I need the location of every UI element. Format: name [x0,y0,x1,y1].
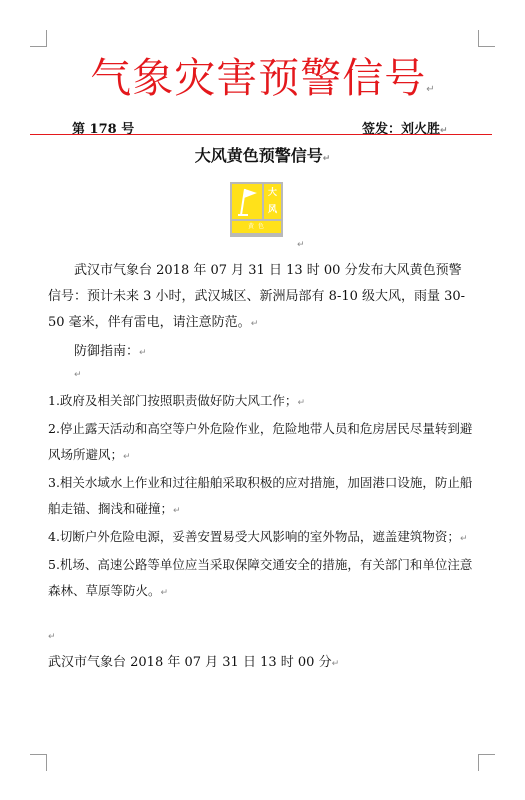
badge-icon-panel [232,184,262,219]
header-divider [30,134,492,135]
guide-item-text: 2.停止露天活动和高空等户外危险作业，危险地带人员和危房居民尽量转到避风场所避风； [48,421,473,462]
paragraph-mark: ↵ [331,659,340,669]
guide-item [48,470,476,524]
document-header-title [0,52,525,116]
guide-item [48,388,476,416]
paragraph-mark: ↵ [123,452,131,462]
guide-list [48,388,476,606]
crop-mark-bottom-left [30,754,47,771]
guide-item-text: 4.切断户外危险电源，妥善安置易受大风影响的室外物品，遮盖建筑物资； [48,529,460,544]
paragraph-mark: ↵ [250,319,259,329]
badge-char-2: 风 [267,205,277,215]
wind-flag-icon [232,184,262,219]
footer-signature [48,650,339,677]
crop-mark-top-left [30,30,47,47]
issue-number: 第 178 号 [72,122,135,137]
guide-item [48,552,476,606]
paragraph-mark: ↵ [48,632,56,642]
warning-paragraph [48,258,473,337]
paragraph-mark: ↵ [459,534,468,544]
paragraph-mark: ↵ [297,398,305,408]
paragraph-mark: ↵ [440,126,448,136]
paragraph-mark: ↵ [426,84,435,95]
paragraph-mark: ↵ [173,506,181,516]
guide-item [48,524,476,552]
paragraph-mark: ↵ [74,370,82,380]
issuer-text: 签发：刘火胜 [362,122,441,137]
header-title-text: 气象灾害预警信号 [90,54,427,102]
badge-char-1: 大 [267,188,277,198]
warning-paragraph-text: 武汉市气象台 2018 年 07 月 31 日 13 时 00 分发布大风黄色预警信号：预计未来 3 小时，武汉城区、新洲局部有 8-10 级大风，雨量 30-50 毫米，伴有雷电，请注意防范。 [48,263,466,330]
paragraph-mark: ↵ [139,348,147,358]
signal-title-text: 大风黄色预警信号 [194,146,323,165]
paragraph-mark: ↵ [322,154,331,164]
paragraph-mark: ↵ [297,240,305,250]
guide-item-text: 5.机场、高速公路等单位应当采取保障交通安全的措施，有关部门和单位注意森林、草原等防火。 [48,557,473,598]
crop-mark-top-right [478,30,495,47]
signal-title [0,143,525,166]
guide-heading-text: 防御指南： [74,344,140,359]
guide-item [48,416,476,470]
crop-mark-bottom-right [478,754,495,771]
paragraph-mark: ↵ [160,588,169,598]
guide-heading [74,339,147,366]
warning-signal-badge [230,182,283,237]
footer-signature-text: 武汉市气象台 2018 年 07 月 31 日 13 时 00 分 [48,655,332,670]
guide-item-text: 1.政府及相关部门按照职责做好防大风工作； [48,393,298,408]
guide-item-text: 3.相关水域水上作业和过往船舶采取积极的应对措施，加固港口设施，防止船舶走锚、搁浅和碰撞； [48,475,473,516]
badge-bottom-text: 黄 色 [248,223,265,230]
